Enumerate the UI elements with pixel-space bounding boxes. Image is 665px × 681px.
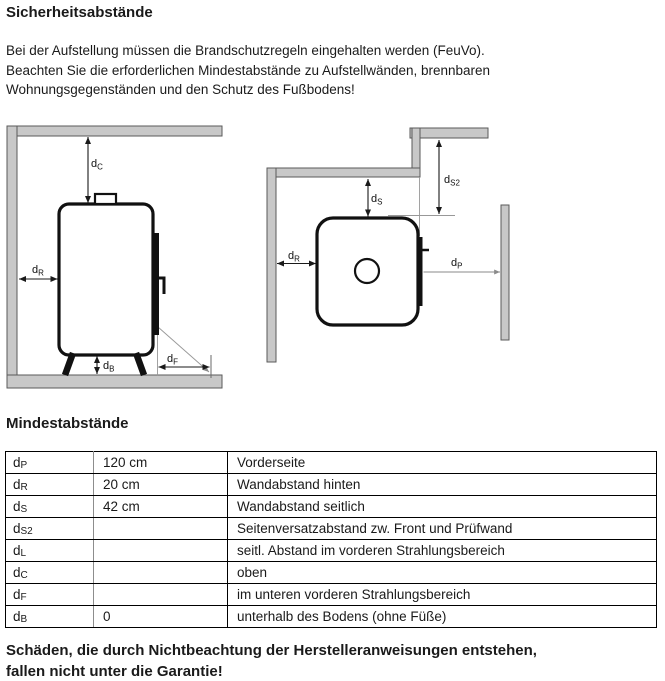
- dr-label: $d_R$: [32, 264, 44, 278]
- flue-collar: [95, 194, 116, 204]
- distance-value-cell: [94, 562, 228, 584]
- distance-symbol-cell: dB: [6, 606, 94, 628]
- test-wall: [501, 205, 509, 340]
- distance-symbol-cell: dR: [6, 474, 94, 496]
- top-view-diagram: [240, 115, 530, 380]
- distance-value-cell: 42 cm: [94, 496, 228, 518]
- distance-description-cell: oben: [228, 562, 657, 584]
- offset-wall: [410, 128, 488, 138]
- dc-label: $d_C$: [91, 158, 103, 172]
- distance-value-cell: [94, 540, 228, 562]
- table-row: [6, 474, 657, 496]
- table-row: [6, 540, 657, 562]
- rear-wall: [7, 126, 17, 388]
- rear-wall: [267, 168, 276, 362]
- intro-line: Wohnungsgegenständen und den Schutz des Fußbodens!: [6, 82, 355, 97]
- distance-description-cell: Seitenversatzabstand zw. Front und Prüfwand: [228, 518, 657, 540]
- stove-leg: [65, 353, 73, 375]
- df-label: $d_F$: [167, 353, 179, 367]
- distance-symbol-cell: dF: [6, 584, 94, 606]
- radiation-diagonal-line: [158, 327, 209, 372]
- dr-label: $d_R$: [288, 250, 300, 264]
- distance-description-cell: Wandabstand seitlich: [228, 496, 657, 518]
- distance-description-cell: im unteren vorderen Strahlungsbereich: [228, 584, 657, 606]
- table-row: [6, 606, 657, 628]
- min-distances-heading: Mindestabstände: [6, 415, 129, 432]
- intro-paragraph: [6, 41, 490, 100]
- distance-value-cell: [94, 584, 228, 606]
- distance-description-cell: Vorderseite: [228, 452, 657, 474]
- stove-door: [152, 233, 159, 335]
- distance-symbol-cell: dL: [6, 540, 94, 562]
- distance-symbol-cell: dP: [6, 452, 94, 474]
- distance-value-cell: 120 cm: [94, 452, 228, 474]
- warranty-warning-line: fallen nicht unter die Garantie!: [6, 663, 223, 680]
- ds-label: $d_S$: [371, 193, 383, 207]
- ceiling-wall: [7, 126, 222, 136]
- flue-outlet: [355, 259, 379, 283]
- distance-description-cell: seitl. Abstand im vorderen Strahlungsbereich: [228, 540, 657, 562]
- side-wall: [267, 168, 420, 177]
- distance-value-cell: 0: [94, 606, 228, 628]
- dp-label: $d_P$: [451, 257, 463, 271]
- table-row: [6, 562, 657, 584]
- side-view-diagram: [0, 115, 230, 395]
- page-title: Sicherheitsabstände: [6, 4, 153, 21]
- distance-value-cell: [94, 518, 228, 540]
- door-handle: [159, 278, 164, 294]
- distance-symbol-cell: dC: [6, 562, 94, 584]
- table-row: [6, 452, 657, 474]
- db-label: $d_B$: [103, 360, 115, 374]
- stove-door: [417, 237, 423, 306]
- distance-description-cell: Wandabstand hinten: [228, 474, 657, 496]
- distance-symbol-cell: dS2: [6, 518, 94, 540]
- stove-body: [59, 204, 153, 355]
- distance-description-cell: unterhalb des Bodens (ohne Füße): [228, 606, 657, 628]
- min-distances-table: [5, 451, 657, 628]
- warranty-warning: [6, 640, 537, 681]
- intro-line: Bei der Aufstellung müssen die Brandschutzregeln eingehalten werden (FeuVo).: [6, 43, 485, 58]
- distance-symbol-cell: dS: [6, 496, 94, 518]
- floor: [7, 375, 222, 388]
- table-row: [6, 496, 657, 518]
- ds2-label: $d_{S2}$: [444, 174, 460, 188]
- table-row: [6, 584, 657, 606]
- table-row: [6, 518, 657, 540]
- distance-value-cell: 20 cm: [94, 474, 228, 496]
- warranty-warning-line: Schäden, die durch Nichtbeachtung der Herstelleranweisungen entstehen,: [6, 642, 537, 659]
- intro-line: Beachten Sie die erforderlichen Mindestabstände zu Aufstellwänden, brennbaren: [6, 62, 491, 78]
